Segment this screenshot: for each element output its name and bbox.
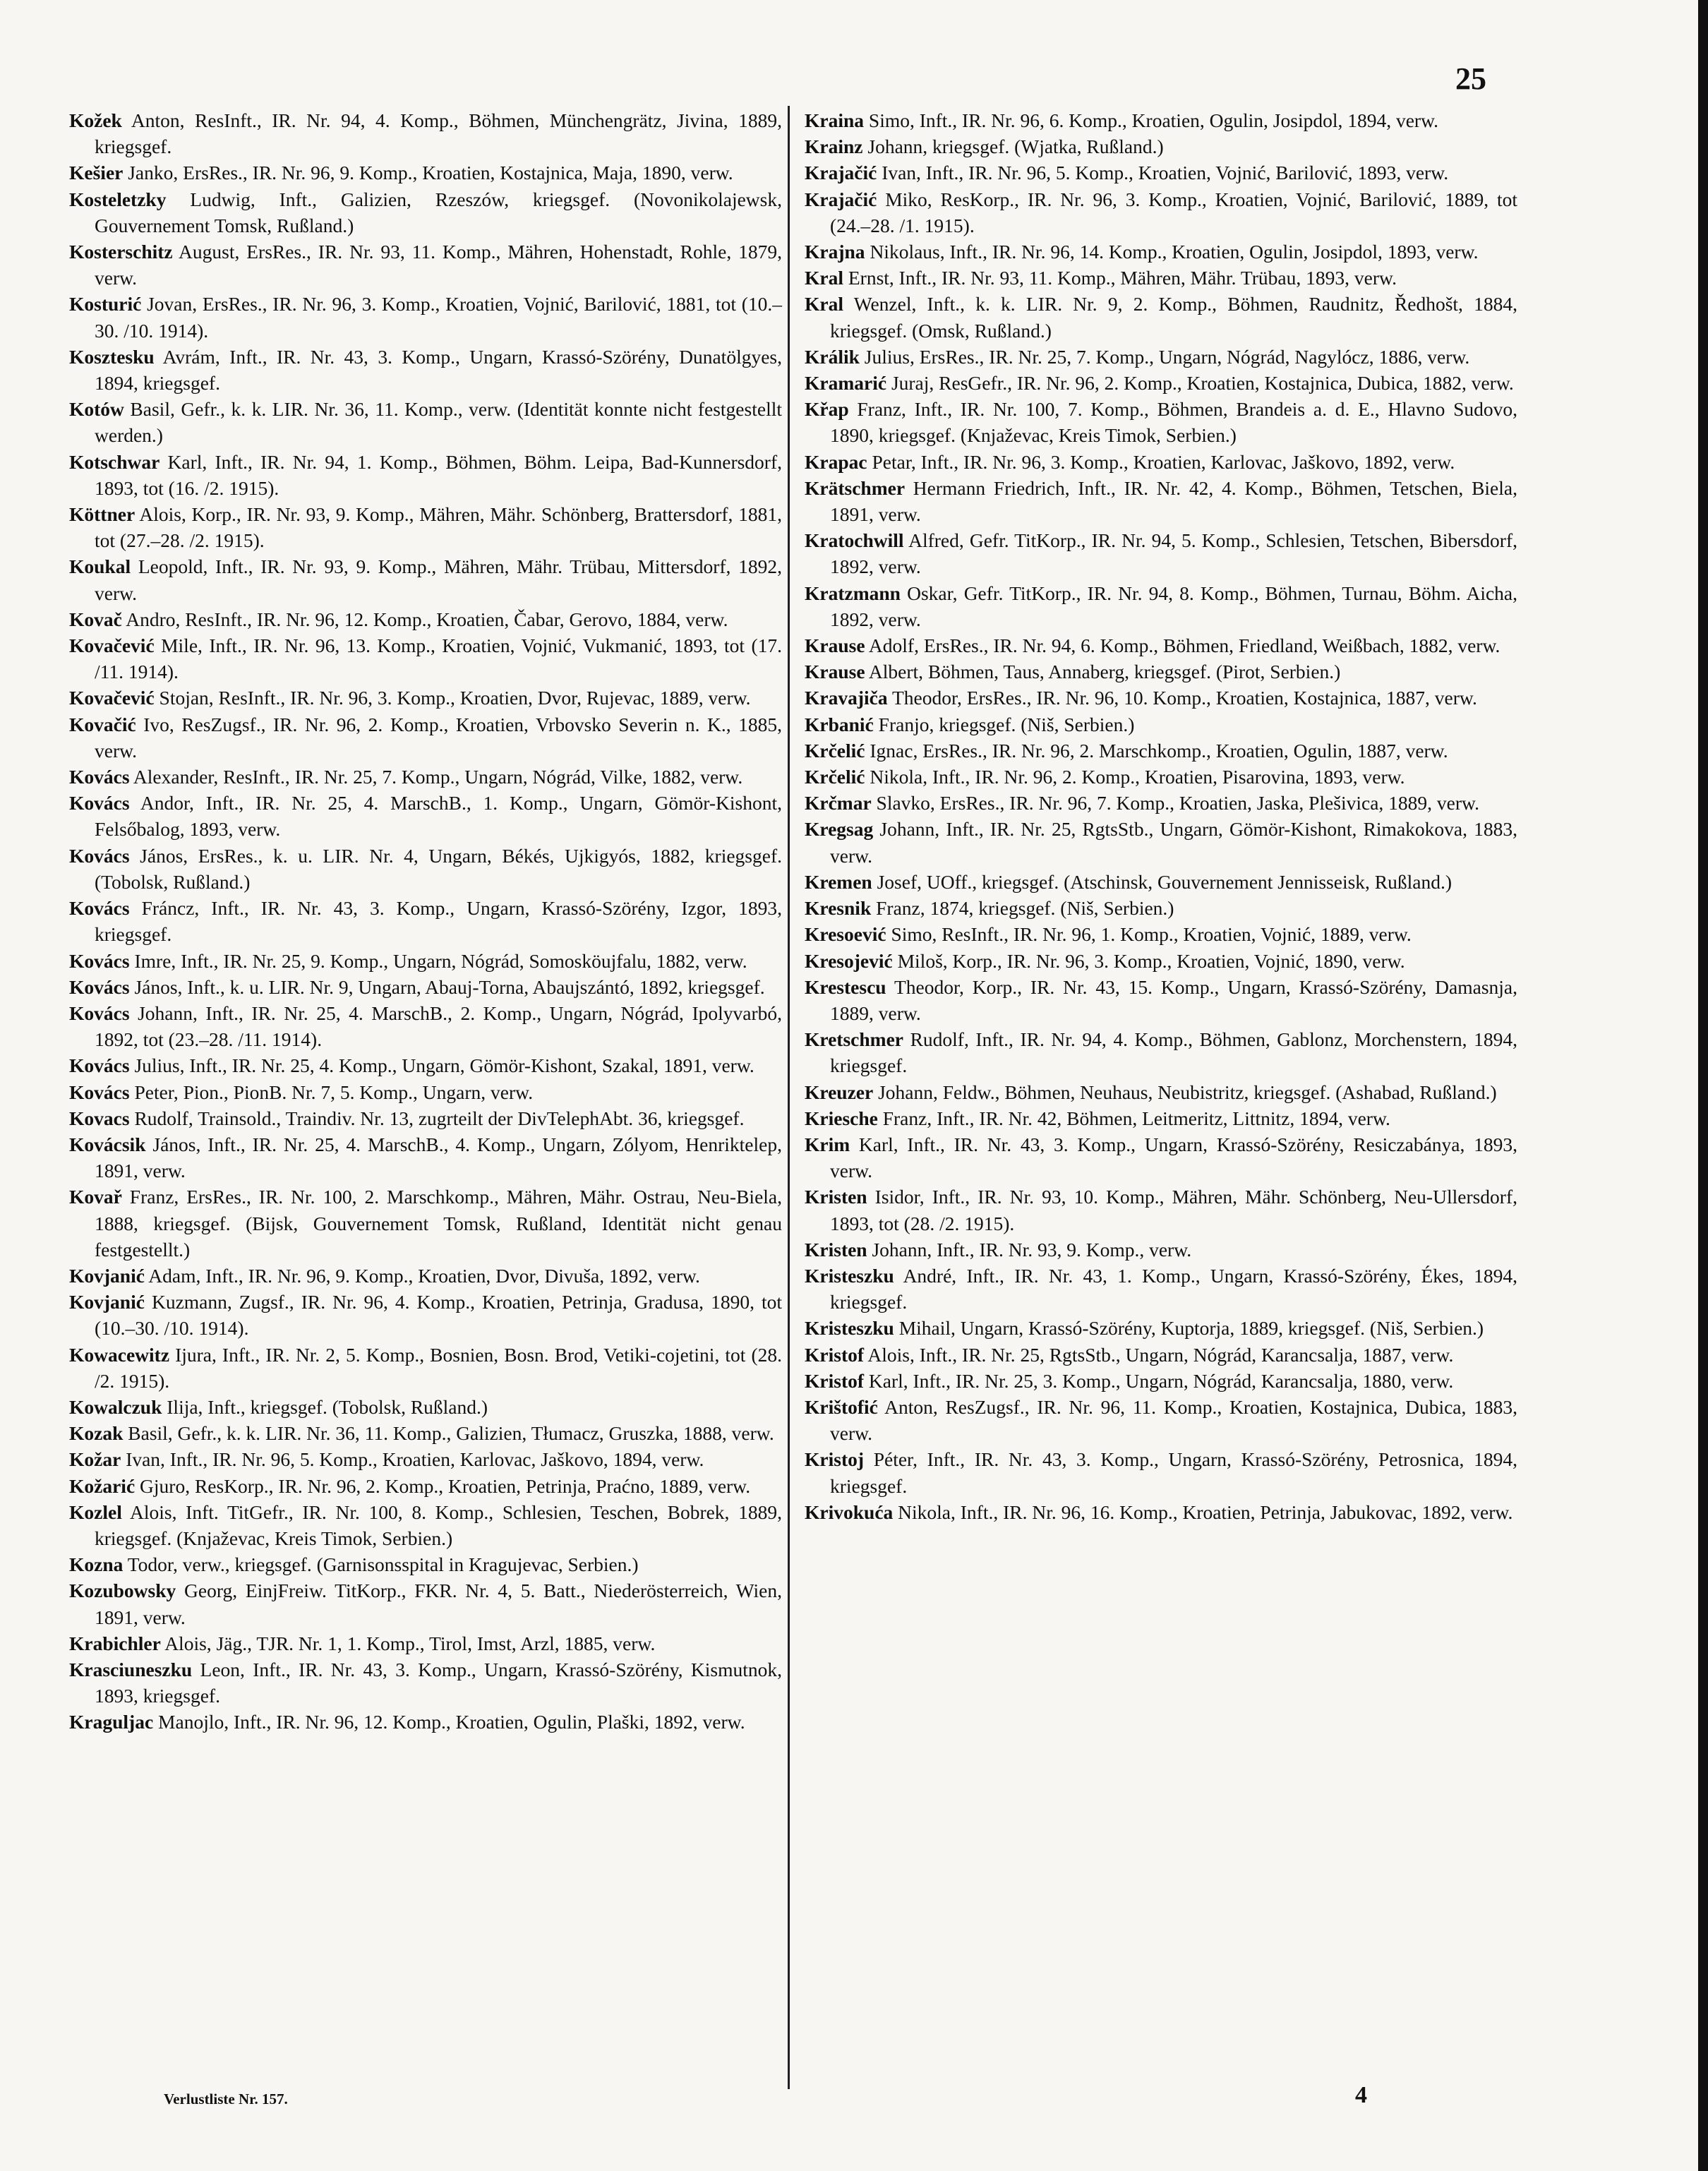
entry-surname: Kovjanić <box>69 1291 145 1313</box>
list-entry <box>69 344 782 396</box>
entry-surname: Kešier <box>69 162 124 184</box>
entry-surname: Kozubowsky <box>69 1580 176 1602</box>
entry-surname: Kovács <box>69 897 130 920</box>
list-entry <box>805 816 1517 868</box>
list-entry <box>69 1630 782 1656</box>
entry-details: Miko, ResKorp., IR. Nr. 96, 3. Komp., Kroatien, Vojnić, Barilović, 1889, tot (24.–28. /1. 1915). <box>830 188 1517 236</box>
list-entry <box>69 1499 782 1551</box>
list-entry <box>69 790 782 842</box>
list-entry <box>805 1237 1517 1263</box>
list-entry <box>805 344 1517 370</box>
list-entry <box>69 632 782 685</box>
list-entry <box>69 1473 782 1499</box>
entry-details: Karl, Inft., IR. Nr. 94, 1. Komp., Böhmen, Böhm. Leipa, Bad-Kunnersdorf, 1893, tot (16. /2. 1915). <box>95 450 782 499</box>
list-entry <box>805 1446 1517 1498</box>
entry-details: August, ErsRes., IR. Nr. 93, 11. Komp., Mähren, Hohenstadt, Rohle, 1879, verw. <box>95 241 782 289</box>
entry-surname: Kraguljac <box>69 1711 154 1733</box>
list-entry <box>805 1131 1517 1184</box>
entry-surname: Kramarić <box>805 372 887 395</box>
entry-surname: Kosterschitz <box>69 241 173 263</box>
entry-details: Alfred, Gefr. TitKorp., IR. Nr. 94, 5. Komp., Schlesien, Tetschen, Bibersdorf, 1892, verw. <box>830 529 1517 578</box>
entry-details: Imre, Inft., IR. Nr. 25, 9. Komp., Ungarn, Nógrád, Somosköujfalu, 1882, verw. <box>129 949 747 972</box>
entry-surname: Kravajiča <box>805 687 888 709</box>
entry-details: Basil, Gefr., k. k. LIR. Nr. 36, 11. Komp., verw. (Identität konnte nicht festgestellt werden.) <box>95 398 782 447</box>
entry-details: Avrám, Inft., IR. Nr. 43, 3. Komp., Ungarn, Krassó-Szörény, Dunatölgyes, 1894, kriegsgef. <box>95 345 782 395</box>
list-entry <box>69 1446 782 1472</box>
scan-edge <box>1698 0 1708 2171</box>
entry-details: Stojan, ResInft., IR. Nr. 96, 3. Komp., Kroatien, Dvor, Rujevac, 1889, verw. <box>154 687 751 709</box>
entry-details: Franz, Inft., IR. Nr. 42, Böhmen, Leitmeritz, Littnitz, 1894, verw. <box>877 1107 1390 1129</box>
entry-details: Wenzel, Inft., k. k. LIR. Nr. 9, 2. Komp., Böhmen, Raudnitz, Ředhošt, 1884, kriegsgef. (Omsk, Rußland.) <box>830 293 1517 342</box>
entry-surname: Krim <box>805 1133 850 1155</box>
list-entry <box>805 711 1517 738</box>
entry-details: Nikola, Inft., IR. Nr. 96, 2. Komp., Kroatien, Pisarovina, 1893, verw. <box>865 766 1405 788</box>
column-divider <box>788 106 790 2089</box>
entry-details: Gjuro, ResKorp., IR. Nr. 96, 2. Komp., Kroatien, Petrinja, Praćno, 1889, verw. <box>135 1474 751 1497</box>
list-entry <box>805 738 1517 764</box>
entry-details: Alois, Inft., IR. Nr. 25, RgtsStb., Ungarn, Nógrád, Karancsalja, 1887, verw. <box>864 1343 1454 1366</box>
entry-details: Ivo, ResZugsf., IR. Nr. 96, 2. Komp., Kroatien, Vrbovsko Severin n. K., 1885, verw. <box>95 713 782 762</box>
entry-surname: Kratzmann <box>805 582 901 604</box>
list-entry <box>805 160 1517 186</box>
entry-surname: Krasciuneszku <box>69 1658 193 1680</box>
entry-surname: Kowacewitz <box>69 1343 170 1366</box>
list-entry <box>805 790 1517 816</box>
entry-details: Karl, Inft., IR. Nr. 43, 3. Komp., Ungarn, Krassó-Szörény, Resiczabánya, 1893, verw. <box>830 1133 1517 1182</box>
list-entry <box>69 895 782 947</box>
signature-mark: 4 <box>1355 2082 1367 2108</box>
entry-surname: Kovač <box>69 608 122 630</box>
entry-surname: Kregsag <box>805 818 874 841</box>
entry-details: Juraj, ResGefr., IR. Nr. 96, 2. Komp., Kroatien, Kostajnica, Dubica, 1882, verw. <box>886 372 1514 395</box>
entry-surname: Krbanić <box>805 713 874 735</box>
entry-surname: Kral <box>805 293 843 315</box>
list-entry <box>805 1079 1517 1105</box>
entry-details: Franz, Inft., IR. Nr. 100, 7. Komp., Böhmen, Brandeis a. d. E., Hlavno Sudovo, 1890, kriegsgef. (Knjaževac, Kreis Timok, Serbien.) <box>830 398 1517 447</box>
list-entry <box>805 449 1517 475</box>
entry-surname: Krainz <box>805 136 863 158</box>
list-entry <box>805 265 1517 291</box>
entry-surname: Krestescu <box>805 975 886 998</box>
entry-details: Josef, UOff., kriegsgef. (Atschinsk, Gouvernement Jennisseisk, Rußland.) <box>872 870 1453 893</box>
list-entry <box>805 1026 1517 1078</box>
list-entry <box>69 1000 782 1052</box>
list-entry <box>805 1394 1517 1446</box>
entry-surname: Krajna <box>805 241 865 263</box>
entry-surname: Kozna <box>69 1553 124 1576</box>
entry-details: Isidor, Inft., IR. Nr. 93, 10. Komp., Mähren, Mähr. Schönberg, Neu-Ullersdorf, 1893, tot (28. /2. 1915). <box>830 1186 1517 1234</box>
entry-details: Johann, Feldw., Böhmen, Neuhaus, Neubistritz, kriegsgef. (Ashabad, Rußland.) <box>873 1081 1497 1103</box>
entry-details: Simo, ResInft., IR. Nr. 96, 1. Komp., Kroatien, Vojnić, 1889, verw. <box>886 923 1412 946</box>
entry-surname: Kristen <box>805 1186 867 1208</box>
entry-surname: Kovačević <box>69 635 155 657</box>
entry-details: André, Inft., IR. Nr. 43, 1. Komp., Ungarn, Krassó-Szörény, Ékes, 1894, kriegsgef. <box>830 1264 1517 1313</box>
entry-details: Fráncz, Inft., IR. Nr. 43, 3. Komp., Ungarn, Krassó-Szörény, Izgor, 1893, kriegsgef. <box>95 897 782 946</box>
entry-details: Georg, EinjFreiw. TitKorp., FKR. Nr. 4, 5. Batt., Niederösterreich, Wien, 1891, verw. <box>95 1580 782 1628</box>
list-entry <box>69 711 782 764</box>
list-entry <box>805 1184 1517 1236</box>
entry-details: Manojlo, Inft., IR. Nr. 96, 12. Komp., Kroatien, Ogulin, Plaški, 1892, verw. <box>153 1711 745 1733</box>
left-column <box>69 107 782 1736</box>
entry-surname: Kreuzer <box>805 1081 874 1103</box>
entry-surname: Kriesche <box>805 1107 878 1129</box>
entry-details: János, ErsRes., k. u. LIR. Nr. 4, Ungarn, Békés, Ujkigyós, 1882, kriegsgef. (Tobolsk, Rußland.) <box>95 844 782 893</box>
entry-surname: Kozak <box>69 1422 124 1445</box>
entry-surname: Koukal <box>69 555 131 578</box>
entry-details: Albert, Böhmen, Taus, Annaberg, kriegsgef. (Pirot, Serbien.) <box>865 661 1341 683</box>
entry-details: Nikolaus, Inft., IR. Nr. 96, 14. Komp., Kroatien, Ogulin, Josipdol, 1893, verw. <box>865 241 1479 263</box>
list-entry <box>69 948 782 974</box>
list-entry <box>69 501 782 553</box>
entry-details: Leopold, Inft., IR. Nr. 93, 9. Komp., Mähren, Mähr. Trübau, Mittersdorf, 1892, verw. <box>95 555 782 604</box>
list-entry <box>69 1420 782 1446</box>
entry-surname: Kristeszku <box>805 1317 894 1340</box>
entry-details: Peter, Pion., PionB. Nr. 7, 5. Komp., Ungarn, verw. <box>129 1081 534 1103</box>
list-entry <box>69 1709 782 1735</box>
entry-details: Ignac, ErsRes., IR. Nr. 96, 2. Marschkomp., Kroatien, Ogulin, 1887, verw. <box>865 739 1448 762</box>
entry-details: Kuzmann, Zugsf., IR. Nr. 96, 4. Komp., Kroatien, Petrinja, Gradusa, 1890, tot (10.–30. /10. 1914). <box>95 1291 782 1340</box>
entry-surname: Kotów <box>69 398 124 421</box>
entry-details: Alexander, ResInft., IR. Nr. 25, 7. Komp., Ungarn, Nógrád, Vilke, 1882, verw. <box>129 766 743 788</box>
entry-details: Theodor, Korp., IR. Nr. 43, 15. Komp., Ungarn, Krassó-Szörény, Damasnja, 1889, verw. <box>830 975 1517 1024</box>
entry-surname: Kovjanić <box>69 1264 145 1287</box>
right-column <box>805 107 1517 1525</box>
entry-surname: Kovács <box>69 949 130 972</box>
entry-surname: Kovačević <box>69 687 155 709</box>
entry-details: Leon, Inft., IR. Nr. 43, 3. Komp., Ungarn, Krassó-Szörény, Kismutnok, 1893, kriegsgef. <box>95 1658 782 1707</box>
entry-details: Franjo, kriegsgef. (Niš, Serbien.) <box>873 713 1135 735</box>
entry-surname: Kraina <box>805 109 865 131</box>
entry-surname: Krčmar <box>805 792 872 814</box>
list-entry <box>805 1499 1517 1525</box>
entry-details: János, Inft., k. u. LIR. Nr. 9, Ungarn, Abauj-Torna, Abaujszántó, 1892, kriegsgef. <box>129 975 765 998</box>
list-entry <box>805 527 1517 579</box>
entry-surname: Kožar <box>69 1448 121 1471</box>
entry-surname: Krabichler <box>69 1632 161 1654</box>
entry-surname: Králik <box>805 345 860 368</box>
entry-surname: Kosteletzky <box>69 188 167 210</box>
entry-details: Anton, ResInft., IR. Nr. 94, 4. Komp., Böhmen, Münchengrätz, Jivina, 1889, kriegsgef. <box>95 109 782 158</box>
entry-details: János, Inft., IR. Nr. 25, 4. MarschB., 4. Komp., Ungarn, Zólyom, Henriktelep, 1891, verw. <box>95 1133 782 1182</box>
entry-surname: Křap <box>805 398 849 421</box>
list-entry <box>805 974 1517 1026</box>
entry-details: Franz, ErsRes., IR. Nr. 100, 2. Marschkomp., Mähren, Mähr. Ostrau, Neu-Biela, 1888, kriegsgef. (Bijsk, Gouvernement Tomsk, Rußland, Identität nicht genau festgestellt.) <box>95 1186 782 1261</box>
entry-surname: Kovács <box>69 844 130 867</box>
entry-surname: Kratochwill <box>805 529 904 552</box>
list-entry <box>805 186 1517 239</box>
entry-surname: Kovács <box>69 1081 130 1103</box>
list-entry <box>69 1577 782 1630</box>
entry-surname: Kovács <box>69 975 130 998</box>
entry-details: Johann, Inft., IR. Nr. 93, 9. Komp., verw. <box>867 1238 1192 1261</box>
entry-surname: Kovař <box>69 1186 122 1208</box>
list-entry <box>805 396 1517 448</box>
list-entry <box>805 1315 1517 1341</box>
entry-surname: Krause <box>805 635 865 657</box>
list-entry <box>69 606 782 632</box>
entry-surname: Kral <box>805 267 843 289</box>
entry-details: Ivan, Inft., IR. Nr. 96, 5. Komp., Kroatien, Karlovac, Jaškovo, 1894, verw. <box>121 1448 704 1471</box>
list-entry <box>805 632 1517 658</box>
list-entry <box>69 685 782 711</box>
entry-surname: Kosturić <box>69 293 142 315</box>
entry-surname: Kovačić <box>69 713 136 735</box>
entry-details: Andor, Inft., IR. Nr. 25, 4. MarschB., 1. Komp., Ungarn, Gömör-Kishont, Felsőbalog, 1893, verw. <box>95 792 782 841</box>
entry-details: Oskar, Gefr. TitKorp., IR. Nr. 94, 8. Komp., Böhmen, Turnau, Böhm. Aicha, 1892, verw. <box>830 582 1517 630</box>
entry-surname: Krčelić <box>805 739 865 762</box>
list-entry <box>805 1263 1517 1315</box>
list-entry <box>69 1079 782 1105</box>
entry-surname: Kovács <box>69 1002 130 1024</box>
list-entry <box>805 239 1517 265</box>
entry-surname: Kowalczuk <box>69 1395 162 1418</box>
list-entry <box>805 685 1517 711</box>
entry-surname: Krajačić <box>805 162 877 184</box>
entry-details: Todor, verw., kriegsgef. (Garnisonsspital in Kragujevac, Serbien.) <box>123 1553 639 1576</box>
entry-details: Rudolf, Trainsold., Traindiv. Nr. 13, zugrteilt der DivTelephAbt. 36, kriegsgef. <box>129 1107 745 1129</box>
entry-details: Jovan, ErsRes., IR. Nr. 96, 3. Komp., Kroatien, Vojnić, Barilović, 1881, tot (10.–30. /10. 1914). <box>95 293 782 342</box>
list-entry <box>805 764 1517 790</box>
entry-details: Alois, Inft. TitGefr., IR. Nr. 100, 8. Komp., Schlesien, Teschen, Bobrek, 1889, kriegsgef. (Knjaževac, Kreis Timok, Serbien.) <box>95 1501 782 1549</box>
entry-details: Ernst, Inft., IR. Nr. 93, 11. Komp., Mähren, Mähr. Trübau, 1893, verw. <box>843 267 1397 289</box>
entry-surname: Kožarić <box>69 1474 136 1497</box>
list-entry <box>69 843 782 895</box>
list-entry <box>69 160 782 186</box>
entry-details: Basil, Gefr., k. k. LIR. Nr. 36, 11. Komp., Galizien, Tłumacz, Gruszka, 1888, verw. <box>123 1422 774 1445</box>
entry-details: Mile, Inft., IR. Nr. 96, 13. Komp., Kroatien, Vojnić, Vukmanić, 1893, tot (17. /11. 1914). <box>95 635 782 683</box>
list-entry <box>69 1105 782 1131</box>
entry-details: Adam, Inft., IR. Nr. 96, 9. Komp., Kroatien, Dvor, Divuša, 1892, verw. <box>144 1264 700 1287</box>
list-entry <box>69 239 782 291</box>
entry-surname: Kretschmer <box>805 1028 903 1051</box>
page-number: 25 <box>1455 61 1486 96</box>
entry-surname: Köttner <box>69 503 136 526</box>
entry-details: Adolf, ErsRes., IR. Nr. 94, 6. Komp., Böhmen, Friedland, Weißbach, 1882, verw. <box>865 635 1500 657</box>
entry-details: Slavko, ErsRes., IR. Nr. 96, 7. Komp., Kroatien, Jaska, Plešivica, 1889, verw. <box>871 792 1479 814</box>
entry-surname: Kresoević <box>805 923 886 946</box>
list-entry <box>805 1342 1517 1368</box>
entry-surname: Krätschmer <box>805 476 906 499</box>
list-entry <box>805 869 1517 895</box>
list-entry <box>69 1551 782 1577</box>
entry-surname: Kotschwar <box>69 450 160 473</box>
list-entry <box>805 1368 1517 1394</box>
entry-details: Andro, ResInft., IR. Nr. 96, 12. Komp., Kroatien, Čabar, Gerovo, 1884, verw. <box>121 608 728 630</box>
list-entry <box>805 948 1517 974</box>
entry-details: Miloš, Korp., IR. Nr. 96, 3. Komp., Kroatien, Vojnić, 1890, verw. <box>892 949 1405 972</box>
entry-details: Rudolf, Inft., IR. Nr. 94, 4. Komp., Böhmen, Gablonz, Morchenstern, 1894, kriegsgef. <box>830 1028 1517 1077</box>
entry-details: Johann, Inft., IR. Nr. 25, 4. MarschB., 2. Komp., Ungarn, Nógrád, Ipolyvarbó, 1892, tot (23.–28. /11. 1914). <box>95 1002 782 1051</box>
list-entry <box>805 370 1517 396</box>
entry-details: Simo, Inft., IR. Nr. 96, 6. Komp., Kroatien, Ogulin, Josipdol, 1894, verw. <box>864 109 1439 131</box>
list-entry <box>805 291 1517 343</box>
entry-details: Alois, Jäg., TJR. Nr. 1, 1. Komp., Tirol, Imst, Arzl, 1885, verw. <box>160 1632 656 1654</box>
list-entry <box>805 133 1517 160</box>
entry-details: Karl, Inft., IR. Nr. 25, 3. Komp., Ungarn, Nógrád, Karancsalja, 1880, verw. <box>864 1369 1454 1392</box>
entry-surname: Kristof <box>805 1369 865 1392</box>
entry-details: Julius, ErsRes., IR. Nr. 25, 7. Komp., Ungarn, Nógrád, Nagylócz, 1886, verw. <box>859 345 1470 368</box>
entry-surname: Kresojević <box>805 949 893 972</box>
entry-surname: Kovács <box>69 792 130 814</box>
entry-surname: Kristof <box>805 1343 865 1366</box>
entry-details: Alois, Korp., IR. Nr. 93, 9. Komp., Mähren, Mähr. Schönberg, Brattersdorf, 1881, tot (27.–28. /2. 1915). <box>95 503 782 552</box>
entry-surname: Kremen <box>805 870 872 893</box>
list-entry <box>69 553 782 606</box>
list-entry <box>805 1105 1517 1131</box>
entry-details: Ijura, Inft., IR. Nr. 2, 5. Komp., Bosnien, Bosn. Brod, Vetiki-cojetini, tot (28. /2. 1915). <box>95 1343 782 1392</box>
entry-surname: Kovácsik <box>69 1133 146 1155</box>
list-entry <box>69 1131 782 1184</box>
entry-details: Petar, Inft., IR. Nr. 96, 3. Komp., Kroatien, Karlovac, Jaškovo, 1892, verw. <box>867 450 1455 473</box>
list-entry <box>805 475 1517 527</box>
list-entry <box>69 974 782 1000</box>
footer-note: Verlustliste Nr. 157. <box>164 2091 288 2107</box>
entry-surname: Kresnik <box>805 897 872 920</box>
list-entry <box>805 895 1517 921</box>
entry-details: Johann, kriegsgef. (Wjatka, Rußland.) <box>862 136 1164 158</box>
entry-details: Anton, ResZugsf., IR. Nr. 96, 11. Komp., Kroatien, Kostajnica, Dubica, 1883, verw. <box>830 1395 1517 1445</box>
entry-details: Péter, Inft., IR. Nr. 43, 3. Komp., Ungarn, Krassó-Szörény, Petrosnica, 1894, kriegsgef. <box>830 1448 1517 1497</box>
list-entry <box>69 291 782 343</box>
entry-surname: Kožek <box>69 109 122 131</box>
list-entry <box>69 186 782 239</box>
entry-details: Nikola, Inft., IR. Nr. 96, 16. Komp., Kroatien, Petrinja, Jabukovac, 1892, verw. <box>893 1501 1513 1523</box>
entry-surname: Kristoj <box>805 1448 865 1471</box>
entry-details: Ilija, Inft., kriegsgef. (Tobolsk, Rußland.) <box>162 1395 488 1418</box>
list-entry <box>805 658 1517 685</box>
entry-details: Hermann Friedrich, Inft., IR. Nr. 42, 4. Komp., Böhmen, Tetschen, Biela, 1891, verw. <box>830 476 1517 526</box>
list-entry <box>69 1289 782 1341</box>
list-entry <box>69 449 782 501</box>
entry-surname: Krajačić <box>805 188 877 210</box>
entry-surname: Kovács <box>69 766 130 788</box>
list-entry <box>805 580 1517 632</box>
entry-surname: Krause <box>805 661 865 683</box>
entry-surname: Krištofić <box>805 1395 878 1418</box>
entry-surname: Kovács <box>69 1054 130 1077</box>
entry-details: Mihail, Ungarn, Krassó-Szörény, Kuptorja, 1889, kriegsgef. (Niš, Serbien.) <box>894 1317 1484 1340</box>
list-entry <box>69 1342 782 1394</box>
list-entry <box>69 1394 782 1420</box>
entry-surname: Kovacs <box>69 1107 130 1129</box>
entry-details: Franz, 1874, kriegsgef. (Niš, Serbien.) <box>871 897 1174 920</box>
list-entry <box>69 1263 782 1289</box>
entry-details: Ivan, Inft., IR. Nr. 96, 5. Komp., Kroatien, Vojnić, Barilović, 1893, verw. <box>877 162 1449 184</box>
entry-surname: Krčelić <box>805 766 865 788</box>
entry-surname: Krapac <box>805 450 867 473</box>
list-entry <box>805 921 1517 947</box>
list-entry <box>69 764 782 790</box>
list-entry <box>69 396 782 448</box>
entry-details: Julius, Inft., IR. Nr. 25, 4. Komp., Ungarn, Gömör-Kishont, Szakal, 1891, verw. <box>129 1054 754 1077</box>
entry-details: Johann, Inft., IR. Nr. 25, RgtsStb., Ungarn, Gömör-Kishont, Rimakokova, 1883, verw. <box>830 818 1517 867</box>
entry-details: Ludwig, Inft., Galizien, Rzeszów, kriegsgef. (Novonikolajewsk, Gouvernement Tomsk, Rußland.) <box>95 188 782 236</box>
entry-surname: Krivokuća <box>805 1501 894 1523</box>
list-entry <box>69 1656 782 1709</box>
entry-surname: Kozlel <box>69 1501 122 1523</box>
list-entry <box>69 1184 782 1263</box>
entry-details: Janko, ErsRes., IR. Nr. 96, 9. Komp., Kroatien, Kostajnica, Maja, 1890, verw. <box>123 162 733 184</box>
list-entry <box>69 107 782 160</box>
list-entry <box>805 107 1517 133</box>
entry-surname: Kristeszku <box>805 1264 894 1287</box>
entry-surname: Kosztesku <box>69 345 155 368</box>
list-entry <box>69 1052 782 1078</box>
entry-surname: Kristen <box>805 1238 867 1261</box>
entry-details: Theodor, ErsRes., IR. Nr. 96, 10. Komp., Kroatien, Kostajnica, 1887, verw. <box>887 687 1477 709</box>
